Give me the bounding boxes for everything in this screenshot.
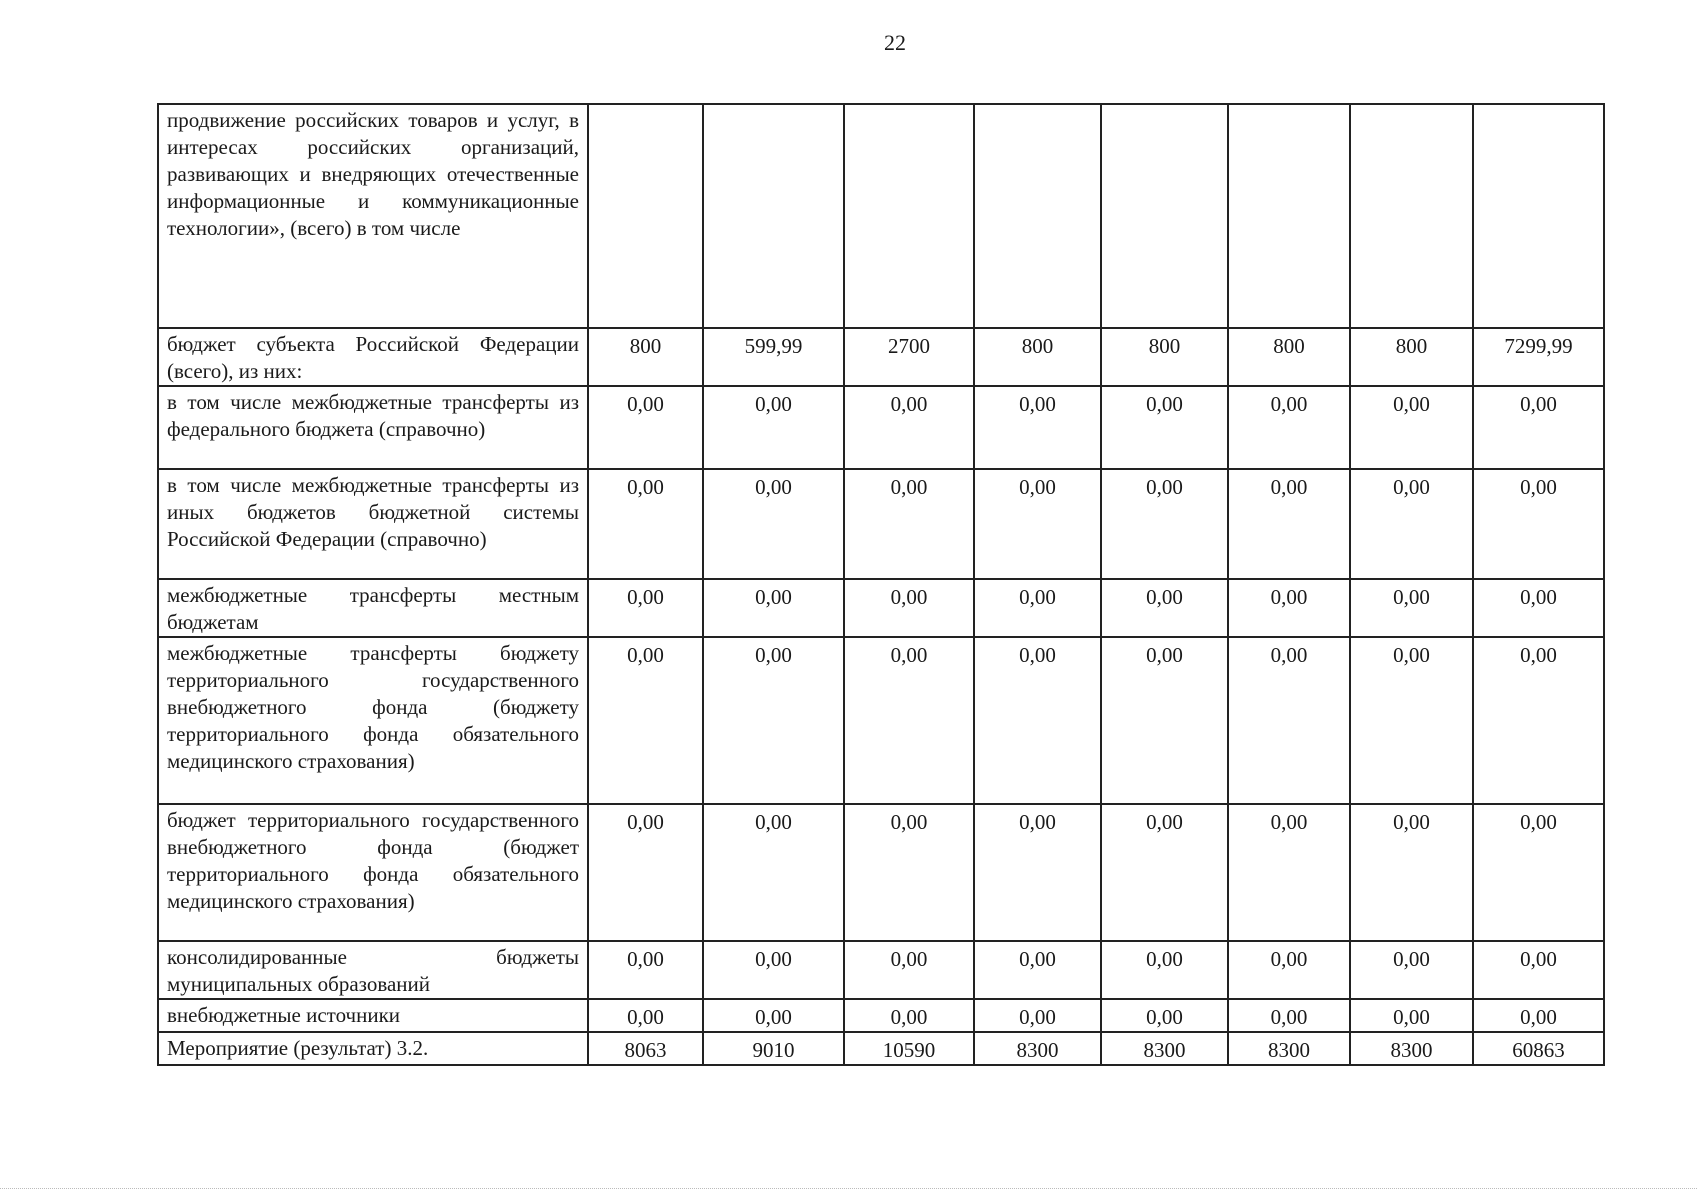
- value-cell: 0,00: [1228, 579, 1350, 637]
- value-cell: 0,00: [703, 637, 844, 804]
- value-cell: 0,00: [588, 941, 703, 999]
- value-cell: [588, 104, 703, 328]
- value-cell: 0,00: [974, 999, 1101, 1032]
- table-row: [158, 999, 1604, 1032]
- value-cell: 0,00: [588, 386, 703, 469]
- table-row: [158, 386, 1604, 469]
- value-cell: [1350, 104, 1473, 328]
- value-cell: [1101, 104, 1228, 328]
- value-cell: 0,00: [1101, 469, 1228, 579]
- value-cell: 0,00: [1228, 469, 1350, 579]
- value-cell: 0,00: [1473, 469, 1604, 579]
- table-row: [158, 637, 1604, 804]
- value-cell: 0,00: [588, 999, 703, 1032]
- row-label: продвижение российских товаров и услуг, в интересах российских организаций, развивающих и внедряющих отечественные информационные и коммуникационные технологии», (всего) в том числе: [158, 104, 588, 328]
- value-cell: 599,99: [703, 328, 844, 386]
- row-label: межбюджетные трансферты бюджету территориального государственного внебюджетного фонда (бюджету территориального фонда обязательного медицинского страхования): [158, 637, 588, 804]
- table-row: [158, 804, 1604, 941]
- row-label: Мероприятие (результат) 3.2.: [158, 1032, 588, 1065]
- value-cell: 0,00: [974, 941, 1101, 999]
- value-cell: 0,00: [1350, 999, 1473, 1032]
- value-cell: [1228, 104, 1350, 328]
- row-label: бюджет субъекта Российской Федерации (всего), из них:: [158, 328, 588, 386]
- row-label: внебюджетные источники: [158, 999, 588, 1032]
- value-cell: 0,00: [844, 941, 974, 999]
- value-cell: 800: [1350, 328, 1473, 386]
- value-cell: 800: [1101, 328, 1228, 386]
- value-cell: 0,00: [1350, 941, 1473, 999]
- value-cell: 0,00: [1473, 941, 1604, 999]
- table-row: [158, 104, 1604, 328]
- value-cell: 0,00: [1350, 386, 1473, 469]
- value-cell: 9010: [703, 1032, 844, 1065]
- value-cell: 0,00: [588, 804, 703, 941]
- value-cell: 800: [974, 328, 1101, 386]
- row-label: бюджет территориального государственного внебюджетного фонда (бюджет территориального фонда обязательного медицинского страхования): [158, 804, 588, 941]
- value-cell: 0,00: [703, 386, 844, 469]
- value-cell: 0,00: [703, 999, 844, 1032]
- table-row: [158, 579, 1604, 637]
- value-cell: 0,00: [703, 804, 844, 941]
- value-cell: 0,00: [1228, 804, 1350, 941]
- value-cell: [1473, 104, 1604, 328]
- value-cell: 0,00: [703, 579, 844, 637]
- value-cell: 0,00: [588, 579, 703, 637]
- value-cell: 0,00: [1228, 637, 1350, 804]
- value-cell: [703, 104, 844, 328]
- value-cell: 8300: [1228, 1032, 1350, 1065]
- value-cell: 0,00: [1473, 637, 1604, 804]
- value-cell: 0,00: [844, 386, 974, 469]
- value-cell: 0,00: [703, 941, 844, 999]
- table-row: [158, 469, 1604, 579]
- value-cell: 0,00: [1350, 804, 1473, 941]
- value-cell: 0,00: [844, 637, 974, 804]
- value-cell: 0,00: [974, 637, 1101, 804]
- value-cell: [844, 104, 974, 328]
- value-cell: 0,00: [974, 579, 1101, 637]
- value-cell: 0,00: [703, 469, 844, 579]
- value-cell: 60863: [1473, 1032, 1604, 1065]
- row-label: межбюджетные трансферты местным бюджетам: [158, 579, 588, 637]
- value-cell: [974, 104, 1101, 328]
- value-cell: 2700: [844, 328, 974, 386]
- row-label: в том числе межбюджетные трансферты из иных бюджетов бюджетной системы Российской Федерации (справочно): [158, 469, 588, 579]
- value-cell: 0,00: [588, 469, 703, 579]
- table-row: [158, 1032, 1604, 1065]
- value-cell: 0,00: [588, 637, 703, 804]
- value-cell: 0,00: [1101, 579, 1228, 637]
- row-label: в том числе межбюджетные трансферты из федерального бюджета (справочно): [158, 386, 588, 469]
- value-cell: 0,00: [1228, 941, 1350, 999]
- value-cell: 0,00: [1473, 804, 1604, 941]
- value-cell: 0,00: [1101, 941, 1228, 999]
- value-cell: 0,00: [844, 469, 974, 579]
- value-cell: 800: [1228, 328, 1350, 386]
- value-cell: 0,00: [1473, 386, 1604, 469]
- table-row: [158, 941, 1604, 999]
- value-cell: 0,00: [974, 804, 1101, 941]
- table-row: [158, 328, 1604, 386]
- value-cell: 0,00: [1350, 579, 1473, 637]
- value-cell: 0,00: [974, 386, 1101, 469]
- budget-table: [157, 103, 1605, 1066]
- value-cell: 8300: [1101, 1032, 1228, 1065]
- value-cell: 0,00: [1101, 999, 1228, 1032]
- value-cell: 7299,99: [1473, 328, 1604, 386]
- page-number: 22: [884, 30, 906, 55]
- value-cell: 0,00: [1228, 386, 1350, 469]
- value-cell: 10590: [844, 1032, 974, 1065]
- value-cell: 0,00: [844, 999, 974, 1032]
- value-cell: 0,00: [1473, 579, 1604, 637]
- value-cell: 8063: [588, 1032, 703, 1065]
- value-cell: 0,00: [1101, 386, 1228, 469]
- value-cell: 8300: [1350, 1032, 1473, 1065]
- value-cell: 800: [588, 328, 703, 386]
- value-cell: 0,00: [1101, 637, 1228, 804]
- value-cell: 8300: [974, 1032, 1101, 1065]
- scan-edge-divider: [0, 1188, 1697, 1190]
- value-cell: 0,00: [1350, 469, 1473, 579]
- value-cell: 0,00: [844, 804, 974, 941]
- value-cell: 0,00: [1473, 999, 1604, 1032]
- row-label: консолидированные бюджеты муниципальных образований: [158, 941, 588, 999]
- value-cell: 0,00: [1101, 804, 1228, 941]
- value-cell: 0,00: [974, 469, 1101, 579]
- value-cell: 0,00: [1228, 999, 1350, 1032]
- value-cell: 0,00: [844, 579, 974, 637]
- value-cell: 0,00: [1350, 637, 1473, 804]
